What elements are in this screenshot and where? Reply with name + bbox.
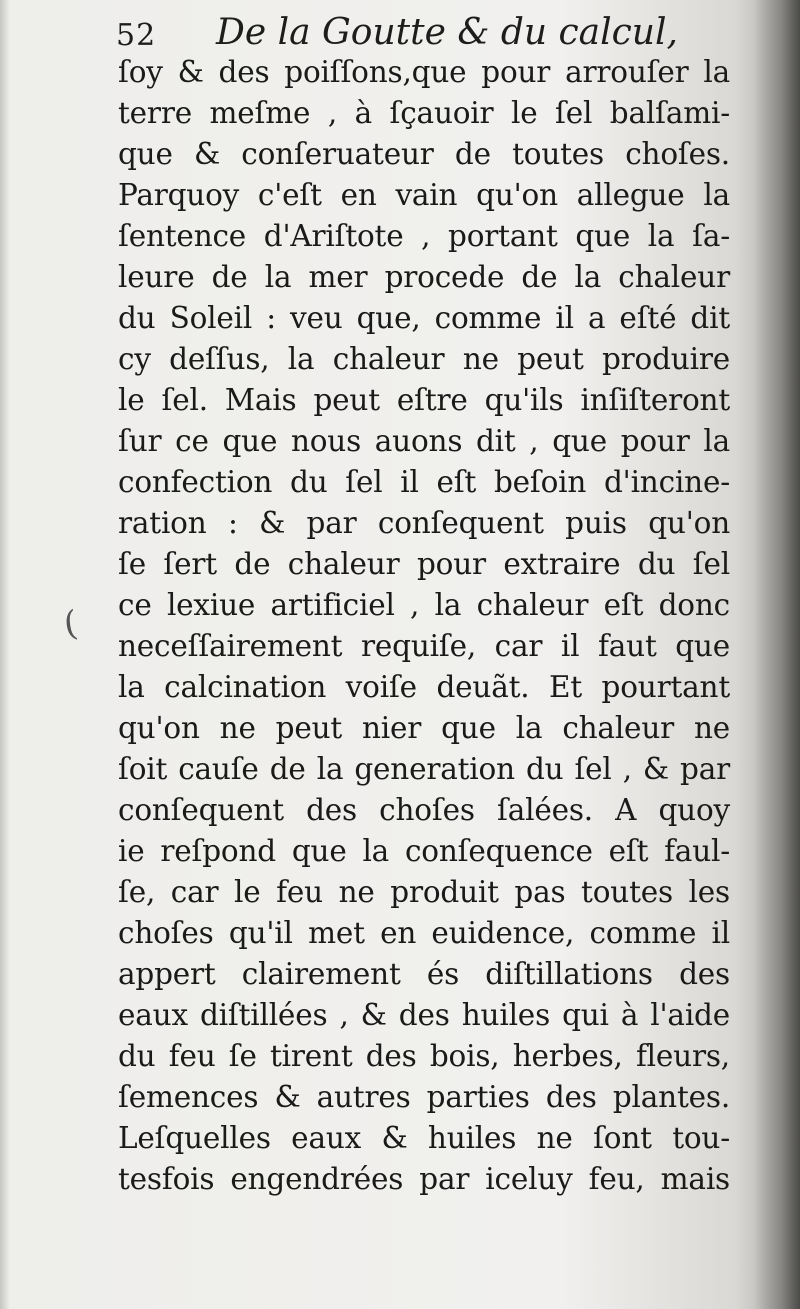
text-line: ſoy & des poiſſons,que pour arrouſer la — [118, 55, 730, 89]
page-number: 52 — [116, 18, 157, 53]
text-line: ration : & par conſequent puis qu'on — [118, 506, 730, 540]
text-line: que & conſeruateur de toutes choſes. — [118, 137, 730, 171]
text-line: eaux diſtillées , & des huiles qui à l'aide — [118, 998, 730, 1032]
text-line: cy deſſus, la chaleur ne peut produire — [118, 342, 730, 376]
text-line: du Soleil : veu que, comme il a eſté dit — [118, 301, 730, 335]
running-title: De la Goutte & du calcul, — [216, 12, 678, 53]
text-line: le ſel. Mais peut eſtre qu'ils inſiſteront — [118, 383, 730, 417]
text-line: terre meſme , à ſçauoir le ſel balſami- — [118, 96, 730, 130]
page-left-edge — [0, 0, 10, 1309]
body-text — [118, 52, 730, 1200]
text-line: qu'on ne peut nier que la chaleur ne — [118, 711, 730, 745]
text-line: Leſquelles eaux & huiles ne ſont tou- — [118, 1121, 730, 1155]
text-line: conſequent des choſes ſalées. A quoy — [118, 793, 730, 827]
text-line: ſe, car le feu ne produit pas toutes les — [118, 875, 730, 909]
margin-bracket-mark: ( — [61, 603, 80, 645]
text-line: ie reſpond que la conſequence eſt faul- — [118, 834, 730, 868]
text-line: la calcination voiſe deuãt. Et pourtant — [118, 670, 730, 704]
text-line: Parquoy c'eſt en vain qu'on allegue la — [118, 178, 730, 212]
text-line: ſentence d'Ariſtote , portant que la ſa- — [118, 219, 730, 253]
text-line: appert clairement és diſtillations des — [118, 957, 730, 991]
page-gutter-shadow — [754, 0, 800, 1309]
text-line: confection du ſel il eſt beſoin d'incine- — [118, 465, 730, 499]
text-line: ſe ſert de chaleur pour extraire du ſel — [118, 547, 730, 581]
text-line: ſemences & autres parties des plantes. — [118, 1080, 730, 1114]
text-line: ce lexiue artificiel , la chaleur eſt donc — [118, 588, 730, 622]
text-line: neceſſairement requiſe, car il faut que — [118, 629, 730, 663]
text-line: leure de la mer procede de la chaleur — [118, 260, 730, 294]
text-line: choſes qu'il met en euidence, comme il — [118, 916, 730, 950]
text-line: ſur ce que nous auons dit , que pour la — [118, 424, 730, 458]
text-line: ſoit cauſe de la generation du ſel , & par — [118, 752, 730, 786]
text-line: tesfois engendrées par iceluy feu, mais — [118, 1162, 730, 1196]
text-line: du feu ſe tirent des bois, herbes, fleurs, — [118, 1039, 730, 1073]
